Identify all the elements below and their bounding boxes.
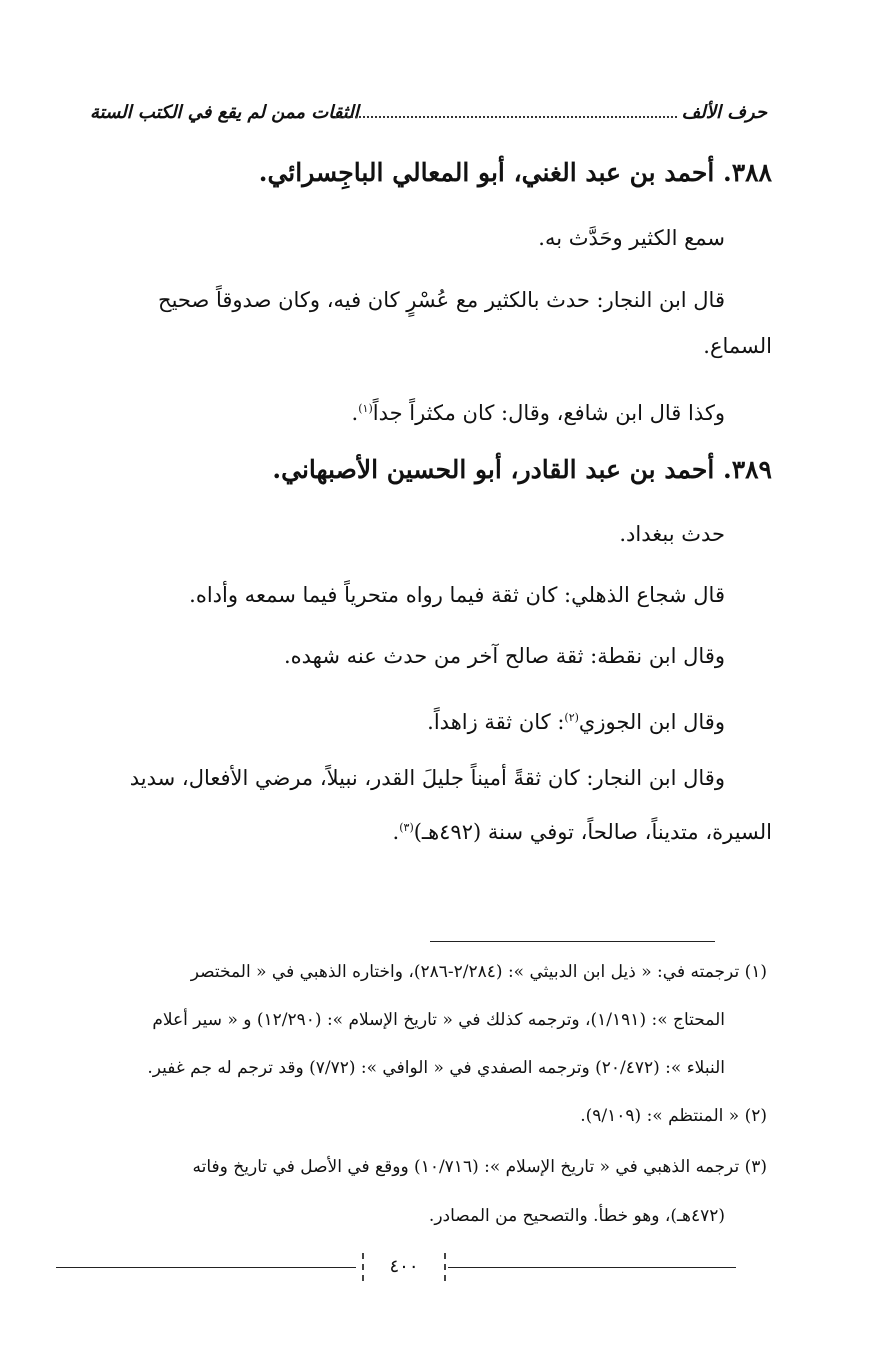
header-section-title: الثقات ممن لم يقع في الكتب الستة: [90, 102, 359, 123]
entry-paragraph: قال ابن النجار: حدث بالكثير مع عُسْرٍ كان فيه، وكان صدوقاً صحيح: [158, 288, 725, 312]
footnote-line: (٣) ترجمه الذهبي في « تاريخ الإسلام »: (١٠/٧١٦) ووقع في الأصل في تاريخ وفاته: [192, 1157, 767, 1177]
entry-paragraph: وقال ابن نقطة: ثقة صالح آخر من حدث عنه شهده.: [283, 644, 725, 668]
entry-title: ٣٨٨. أحمد بن عبد الغني، أبو المعالي الباجِسرائي.: [258, 158, 772, 187]
footer-rule-right: [448, 1267, 736, 1268]
entry-text: السيرة، متديناً، صالحاً، توفي سنة (٤٩٢هـ): [413, 820, 772, 844]
entry-paragraph: السماع.: [703, 334, 772, 358]
footer-rule-left: [56, 1267, 356, 1268]
entry-paragraph: سمع الكثير وحَدَّث به.: [538, 226, 725, 250]
entry-text: وكذا قال ابن شافع، وقال: كان مكثراً جداً: [372, 401, 725, 425]
entry-paragraph: وقال ابن النجار: كان ثقةً أميناً جليلَ القدر، نبيلاً، مرضي الأفعال، سديد: [129, 766, 725, 790]
footnote-line: (٤٧٢هـ)، وهو خطأ. والتصحيح من المصادر.: [428, 1206, 725, 1226]
entry-paragraph: قال شجاع الذهلي: كان ثقة فيما رواه متحرياً فيما سمعه وأداه.: [189, 583, 725, 607]
entry-paragraph: [60, 384, 725, 438]
running-header: [90, 98, 767, 130]
footnote-line: (١) ترجمته في: « ذيل ابن الدبيثي »: (٢/٢٨٤-٢٨٦)، واختاره الذهبي في « المختصر: [190, 962, 767, 982]
footnote-separator: [430, 941, 715, 942]
entry-text: وقال ابن الجوزي: [578, 710, 725, 734]
entry-paragraph: حدث ببغداد.: [619, 522, 725, 546]
footnote-line: المحتاج »: (١/١٩١)، وترجمه كذلك في « تاريخ الإسلام »: (١٢/٢٩٠) و « سير أعلام: [152, 1010, 725, 1030]
entry-title: ٣٨٩. أحمد بن عبد القادر، أبو الحسين الأصبهاني.: [272, 455, 772, 484]
entry-paragraph: [60, 693, 725, 747]
footnote-marker: (٢): [564, 711, 579, 724]
footnote-marker: (١): [358, 402, 373, 415]
page-number: ٤٠٠: [362, 1253, 446, 1281]
entry-text: .: [392, 820, 400, 844]
footnote-line: (٢) « المنتظم »: (٩/١٠٩).: [580, 1106, 767, 1126]
entry-text: : كان ثقة زاهداً.: [427, 710, 565, 734]
entry-text: .: [351, 401, 359, 425]
header-dot-leader: [335, 116, 677, 118]
entry-paragraph: [60, 803, 772, 857]
header-chapter-title: حرف الألف: [681, 102, 767, 123]
footnote-line: النبلاء »: (٢٠/٤٧٢) وترجمه الصفدي في « الوافي »: (٧/٧٢) وقد ترجم له جم غفير.: [147, 1058, 725, 1078]
footnote-marker: (٣): [399, 821, 414, 834]
